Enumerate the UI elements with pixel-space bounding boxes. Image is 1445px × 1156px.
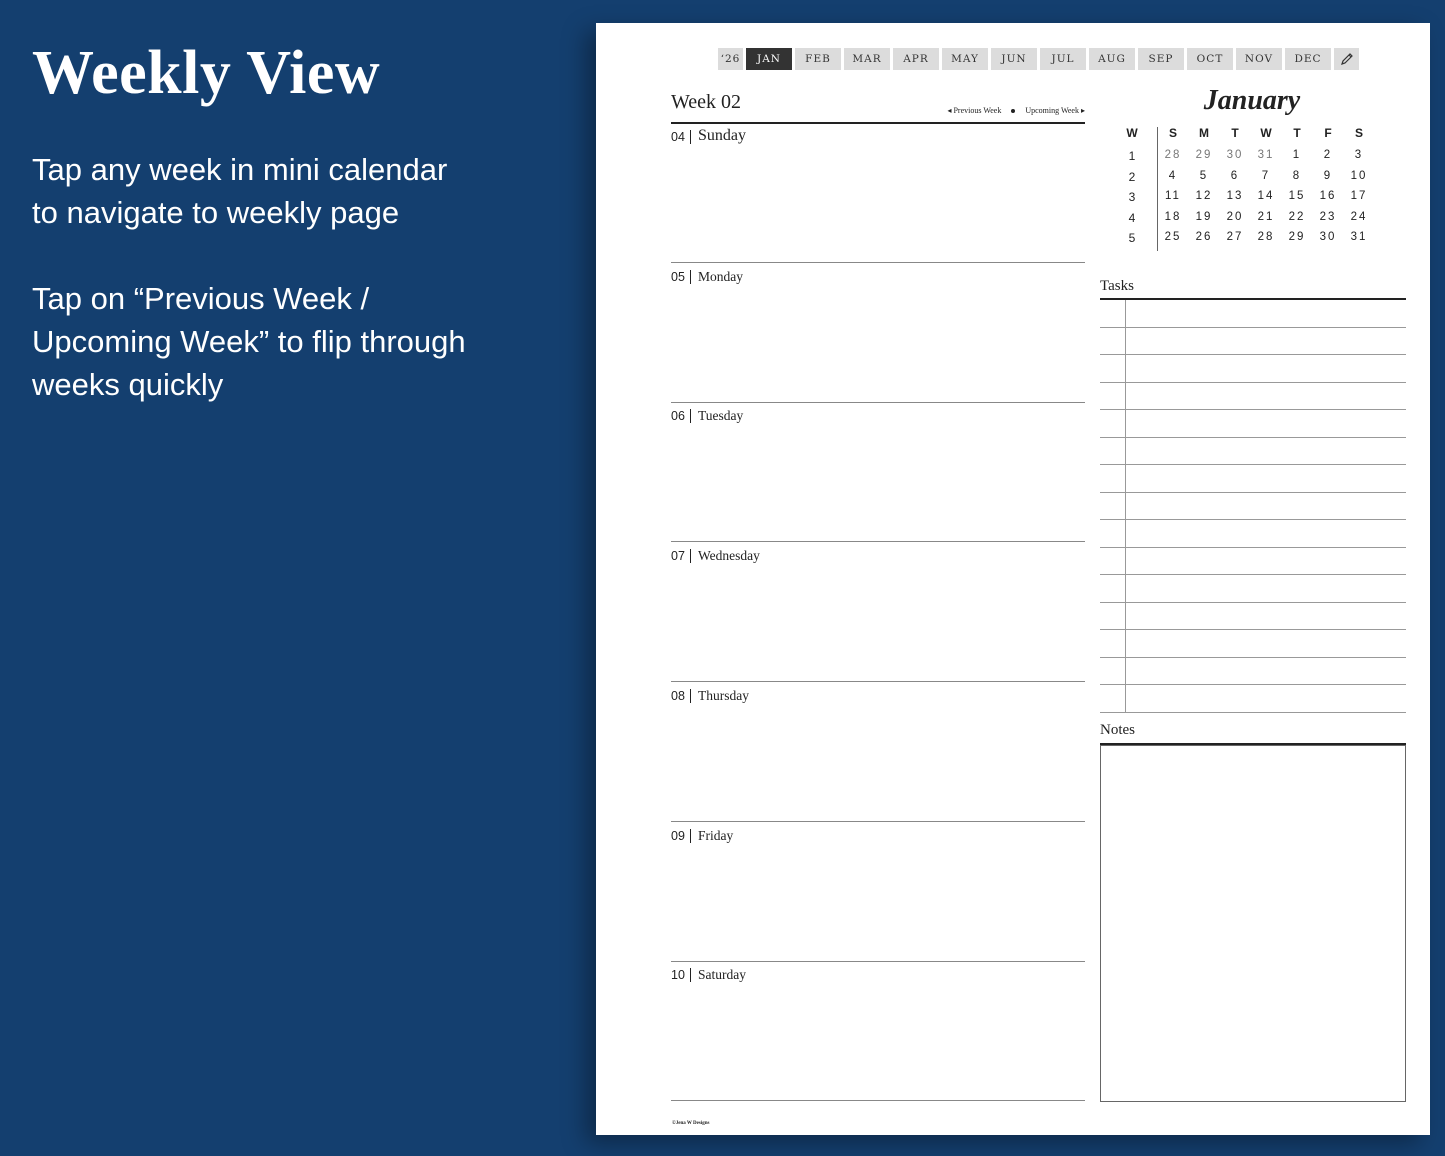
day-number: 09 [671, 829, 691, 843]
calendar-day[interactable]: 12 [1195, 190, 1213, 202]
tasks-label: Tasks [1100, 278, 1134, 294]
tab-aug[interactable]: AUG [1089, 48, 1135, 70]
tab-jun[interactable]: JUN [991, 48, 1037, 70]
week-number-link[interactable]: 3 [1128, 190, 1136, 204]
task-checkbox[interactable] [1100, 300, 1126, 327]
edit-tab[interactable] [1334, 48, 1359, 70]
tab-nov[interactable]: NOV [1236, 48, 1282, 70]
promo-paragraph-2: Tap on “Previous Week / Upcoming Week” to flip through weeks quickly [32, 281, 466, 402]
calendar-day[interactable]: 4 [1168, 169, 1178, 182]
calendar-day[interactable]: 25 [1164, 231, 1182, 243]
mini-calendar-week-header: W [1126, 126, 1138, 140]
day-number: 10 [671, 968, 691, 982]
week-number-link[interactable]: 4 [1128, 210, 1136, 225]
calendar-day[interactable]: 20 [1226, 210, 1244, 223]
day-number: 04 [671, 130, 691, 144]
day-number: 06 [671, 409, 691, 423]
calendar-day[interactable]: 9 [1323, 169, 1333, 182]
day-block-wednesday[interactable] [671, 542, 1085, 682]
task-checkbox[interactable] [1100, 328, 1126, 355]
tab-year[interactable]: ‘26 [718, 48, 743, 70]
task-row[interactable] [1100, 355, 1406, 383]
weekday-header: S [1168, 126, 1177, 140]
calendar-day[interactable]: 8 [1292, 169, 1302, 182]
task-row[interactable] [1100, 438, 1406, 466]
calendar-day[interactable]: 30 [1226, 149, 1244, 161]
tab-jul[interactable]: JUL [1040, 48, 1086, 70]
calendar-day[interactable]: 2 [1323, 149, 1333, 161]
calendar-day[interactable]: 21 [1257, 210, 1275, 223]
task-checkbox[interactable] [1100, 355, 1126, 382]
week-title: Week 02 [671, 91, 742, 113]
day-name: Tuesday [698, 408, 744, 424]
task-row[interactable] [1100, 630, 1406, 658]
promo-title: Weekly View [32, 39, 381, 107]
promo-paragraph-1: Tap any week in mini calendar to navigate to weekly page [32, 152, 448, 230]
pencil-icon [1340, 52, 1354, 66]
calendar-day[interactable]: 19 [1195, 210, 1213, 223]
tab-dec[interactable]: DEC [1285, 48, 1331, 70]
notes-area[interactable] [1100, 745, 1406, 1102]
day-block-monday[interactable] [671, 263, 1085, 403]
task-row[interactable] [1100, 383, 1406, 411]
week-nav [947, 106, 1085, 115]
day-number: 05 [671, 270, 691, 284]
calendar-day[interactable]: 14 [1257, 190, 1275, 202]
notes-label: Notes [1100, 722, 1135, 738]
task-checkbox[interactable] [1100, 685, 1126, 712]
calendar-day[interactable]: 16 [1319, 190, 1337, 202]
task-checkbox[interactable] [1100, 658, 1126, 685]
task-checkbox[interactable] [1100, 465, 1126, 492]
task-checkbox[interactable] [1100, 520, 1126, 547]
week-number-link[interactable]: 2 [1128, 169, 1136, 184]
week-number-link[interactable]: 5 [1128, 231, 1136, 245]
task-checkbox[interactable] [1100, 410, 1126, 437]
promo-panel [32, 38, 552, 406]
task-row[interactable] [1100, 603, 1406, 631]
day-name: Friday [698, 827, 734, 843]
calendar-day[interactable]: 10 [1350, 169, 1368, 182]
month-tabs [718, 48, 1359, 70]
task-row[interactable] [1100, 685, 1406, 713]
week-header [671, 91, 1085, 124]
task-row[interactable] [1100, 300, 1406, 328]
task-row[interactable] [1100, 658, 1406, 686]
task-row[interactable] [1100, 465, 1406, 493]
tab-may[interactable]: MAY [942, 48, 988, 70]
day-block-saturday[interactable] [671, 961, 1085, 1101]
nav-separator-dot [1011, 109, 1015, 113]
weekday-header: F [1324, 126, 1332, 140]
weekday-header: S [1354, 126, 1363, 140]
weekday-header: T [1231, 126, 1239, 140]
calendar-day[interactable]: 22 [1288, 210, 1306, 223]
tab-apr[interactable]: APR [893, 48, 939, 70]
day-number: 08 [671, 689, 691, 703]
task-row[interactable] [1100, 548, 1406, 576]
day-name: Sunday [698, 127, 746, 144]
tab-feb[interactable]: FEB [795, 48, 841, 70]
calendar-day[interactable]: 17 [1350, 190, 1368, 202]
calendar-day[interactable]: 29 [1195, 149, 1213, 161]
calendar-day[interactable]: 28 [1257, 231, 1275, 243]
task-row[interactable] [1100, 493, 1406, 521]
task-checkbox[interactable] [1100, 630, 1126, 657]
day-block-thursday[interactable] [671, 682, 1085, 822]
day-name: Wednesday [698, 548, 760, 564]
upcoming-week-link[interactable]: Upcoming Week ▸ [1025, 106, 1085, 115]
task-row[interactable] [1100, 328, 1406, 356]
mini-calendar-month[interactable]: January [1203, 85, 1301, 116]
task-checkbox[interactable] [1100, 383, 1126, 410]
previous-week-link[interactable]: ◂ Previous Week [947, 106, 1002, 115]
tasks-list [1100, 300, 1406, 714]
calendar-day[interactable]: 13 [1226, 190, 1244, 202]
calendar-day[interactable]: 18 [1164, 210, 1182, 223]
planner-page [596, 23, 1430, 1135]
task-row[interactable] [1100, 575, 1406, 603]
day-block-sunday[interactable] [671, 123, 1085, 263]
week-number-link[interactable]: 1 [1128, 149, 1136, 163]
tab-mar[interactable]: MAR [844, 48, 890, 70]
calendar-day[interactable]: 24 [1350, 210, 1368, 223]
calendar-day[interactable]: 23 [1319, 210, 1337, 223]
calendar-day[interactable]: 11 [1165, 190, 1181, 202]
calendar-day[interactable]: 15 [1288, 190, 1306, 202]
calendar-day[interactable]: 27 [1226, 231, 1244, 243]
calendar-day[interactable]: 7 [1261, 169, 1271, 182]
calendar-day[interactable]: 31 [1350, 231, 1368, 243]
calendar-day[interactable]: 1 [1292, 149, 1302, 161]
weekday-header: M [1199, 126, 1209, 140]
calendar-day[interactable]: 5 [1199, 169, 1209, 182]
calendar-day[interactable]: 29 [1288, 231, 1306, 243]
task-checkbox[interactable] [1100, 575, 1126, 602]
weekday-header: W [1260, 126, 1272, 140]
tab-oct[interactable]: OCT [1187, 48, 1233, 70]
task-row[interactable] [1100, 520, 1406, 548]
copyright-footer: ©Jena W Designs [672, 1121, 710, 1126]
calendar-day[interactable]: 6 [1230, 169, 1240, 182]
calendar-day[interactable]: 30 [1319, 231, 1337, 243]
task-row[interactable] [1100, 410, 1406, 438]
day-block-friday[interactable] [671, 822, 1085, 962]
day-name: Saturday [698, 967, 746, 983]
task-checkbox[interactable] [1100, 603, 1126, 630]
day-name: Thursday [698, 687, 749, 703]
day-number: 07 [671, 549, 691, 563]
task-checkbox[interactable] [1100, 493, 1126, 520]
task-checkbox[interactable] [1100, 438, 1126, 465]
day-name: Monday [698, 268, 743, 284]
calendar-day[interactable]: 26 [1195, 231, 1213, 243]
tab-jan[interactable]: JAN [746, 48, 792, 70]
calendar-day[interactable]: 31 [1257, 149, 1275, 161]
weekday-header: T [1293, 126, 1301, 140]
task-checkbox[interactable] [1100, 548, 1126, 575]
day-block-tuesday[interactable] [671, 402, 1085, 542]
calendar-day[interactable]: 28 [1164, 149, 1182, 161]
calendar-day[interactable]: 3 [1354, 149, 1364, 161]
tab-sep[interactable]: SEP [1138, 48, 1184, 70]
